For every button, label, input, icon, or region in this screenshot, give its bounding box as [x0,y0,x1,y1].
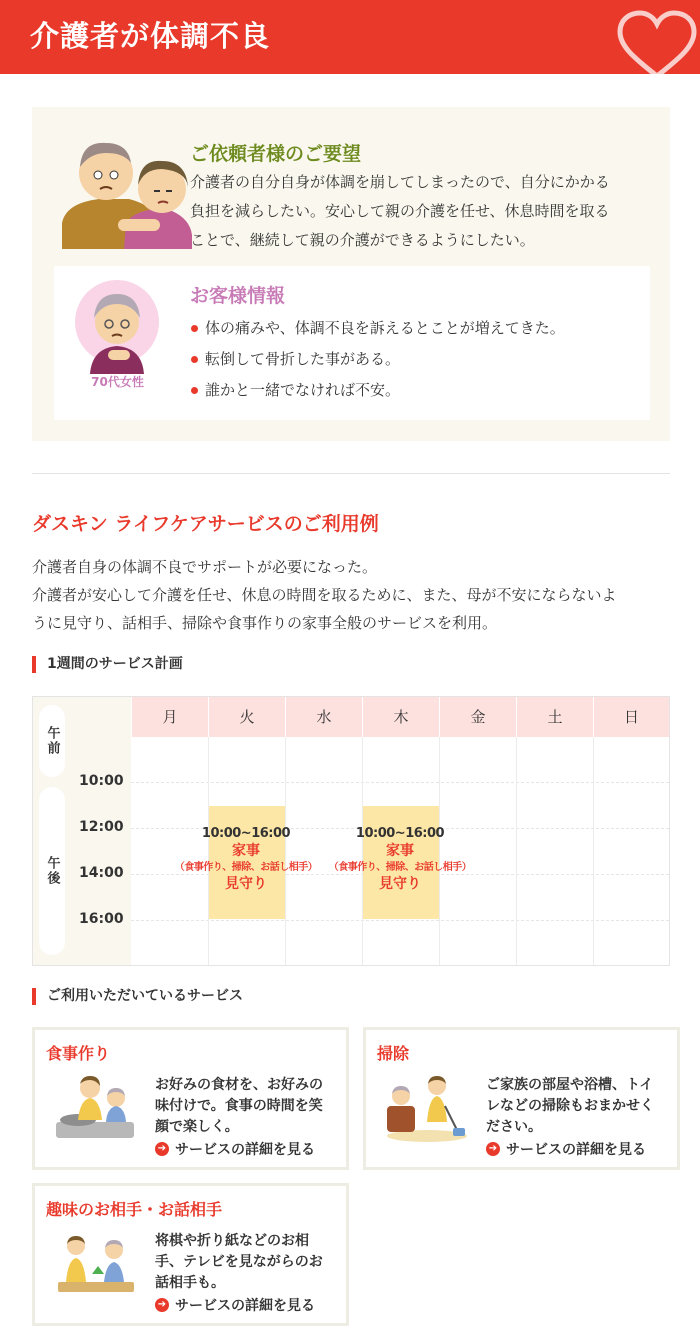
card-text-line: 話相手も。 [155,1275,225,1291]
link-label: サービスの詳細を見る [506,1142,646,1158]
day-header-wed: 水 [285,697,362,737]
block-time: 10:00~16:00 [201,826,291,841]
services-heading: ご利用いただいているサービス [32,988,243,1005]
example-line: うに見守り、話相手、掃除や食事作りの家事全般のサービスを利用。 [32,614,498,632]
block-detail: （食事作り、掃除、お話し相手） [174,862,318,873]
heart-icon [614,10,700,74]
card-text-line: ださい。 [486,1119,542,1135]
grid-line [131,920,669,921]
page-title: 介護者が体調不良 [30,19,271,53]
card-title: 掃除 [377,1044,410,1063]
card-text-line: 味付けで。食事の時間を笑 [155,1098,323,1114]
grid-line [131,782,669,783]
request-line: 負担を減らしたい。安心して親の介護を任せ、休息時間を取る [190,202,610,220]
cooking-illustration [52,1072,138,1144]
pm-label: 午後 [39,787,65,955]
grid-line [516,737,517,965]
example-title: ダスキン ライフケアサービスのご利用例 [32,513,379,535]
card-title: 食事作り [46,1044,111,1063]
request-line: 介護者の自分自身が体調を崩してしまったので、自分にかかる [190,173,610,191]
link-label: サービスの詳細を見る [175,1298,315,1314]
arrow-right-icon: ➔ [155,1298,169,1312]
block-extra: 見守り [379,876,421,892]
day-header-thu: 木 [362,697,439,737]
request-box [32,107,670,441]
block-detail: （食事作り、掃除、お話し相手） [328,862,472,873]
service-card-cleaning [363,1027,680,1170]
elderly-woman-illustration [72,278,162,388]
day-header-sun: 日 [593,697,669,737]
example-line: 介護者が安心して介護を任せ、休息の時間を取るために、また、母が不安にならないよ [32,586,617,604]
weekly-schedule [32,696,670,966]
customer-age-label: 70代女性 [91,375,144,389]
list-item: 転倒して骨折した事がある。 [190,344,565,375]
time-label: 14:00 [79,865,124,881]
card-text [486,1075,672,1138]
list-item: 誰かと一緒でなければ不安。 [190,375,565,406]
am-label: 午前 [39,705,65,777]
service-detail-link[interactable] [155,1295,315,1315]
schedule-block-text-tue [171,825,321,893]
block-extra: 見守り [225,876,267,892]
card-title: 趣味のお相手・お話相手 [46,1200,223,1219]
day-header-sat: 土 [516,697,593,737]
arrow-right-icon: ➔ [155,1142,169,1156]
request-line: ことで、継続して親の介護ができるようにしたい。 [190,231,535,249]
card-text-line: ご家族の部屋や浴槽、トイ [486,1077,654,1093]
customer-info-title: お客様情報 [190,285,286,307]
link-label: サービスの詳細を見る [175,1142,315,1158]
card-text [155,1075,341,1138]
customer-info-list [190,313,565,406]
grid-line [593,737,594,965]
day-header-fri: 金 [439,697,516,737]
service-detail-link[interactable] [155,1139,315,1159]
schedule-heading: 1週間のサービス計画 [32,656,183,673]
card-text-line: お好みの食材を、お好みの [155,1077,323,1093]
request-text [190,168,650,255]
elderly-couple-illustration [54,123,204,249]
cleaning-illustration [383,1072,469,1144]
schedule-block-text-thu [325,825,475,893]
request-title: ご依頼者様のご要望 [190,143,362,165]
card-text-line: 顔で楽しく。 [155,1119,239,1135]
time-label: 16:00 [79,911,124,927]
service-detail-link[interactable] [486,1139,646,1159]
time-label: 12:00 [79,819,124,835]
example-line: 介護者自身の体調不良でサポートが必要になった。 [32,558,378,576]
page-header [0,0,700,74]
customer-info-box [54,266,650,420]
time-label: 10:00 [79,773,124,789]
companion-illustration [52,1228,138,1300]
card-text-line: 手、テレビを見ながらのお [155,1254,323,1270]
card-text-line: レなどの掃除もおまかせく [486,1098,654,1114]
list-item: 体の痛みや、体調不良を訴えるとことが増えてきた。 [190,313,565,344]
card-text-line: 将棋や折り紙などのお相 [155,1233,309,1249]
day-header-tue: 火 [208,697,285,737]
block-service: 家事 [232,843,260,859]
card-text [155,1231,341,1294]
block-time: 10:00~16:00 [355,826,445,841]
arrow-right-icon: ➔ [486,1142,500,1156]
day-header-mon: 月 [131,697,208,737]
example-text [32,553,672,637]
service-card-cooking [32,1027,349,1170]
divider [32,473,670,474]
block-service: 家事 [386,843,414,859]
service-card-companion [32,1183,349,1326]
